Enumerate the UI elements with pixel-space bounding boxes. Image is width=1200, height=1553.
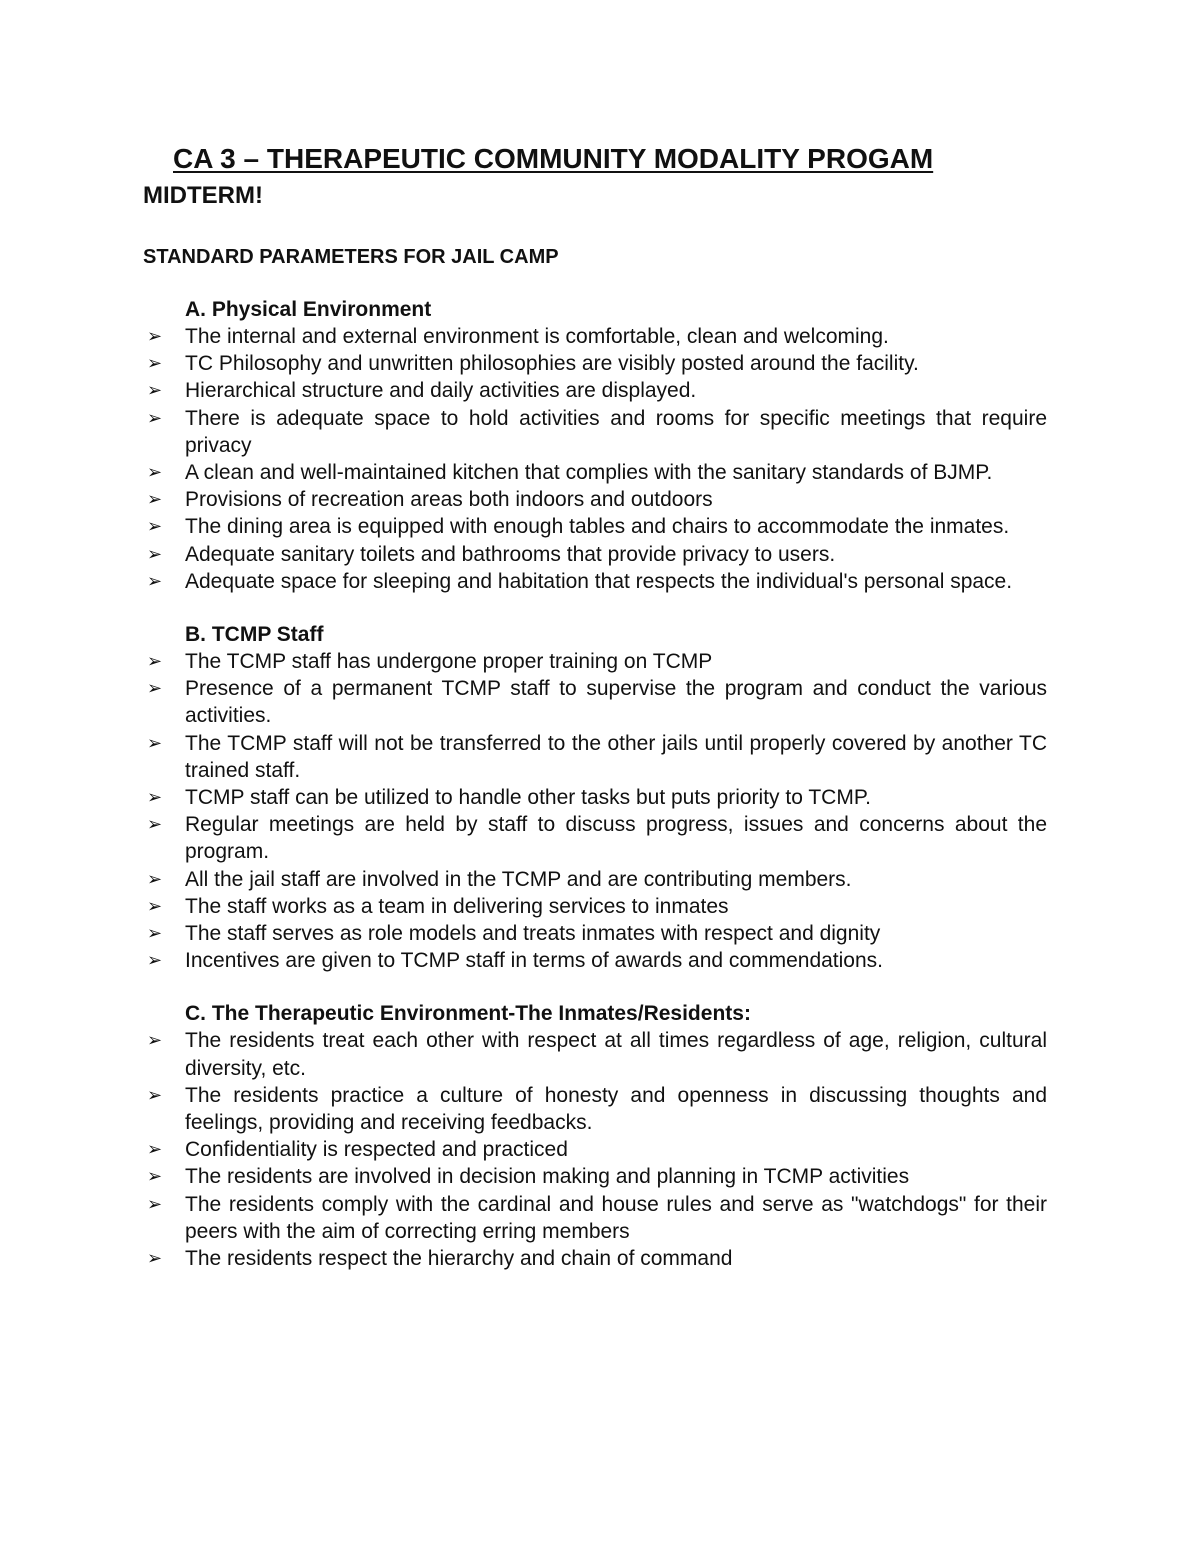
- list-item-text: Incentives are given to TCMP staff in terms of awards and commendations.: [185, 949, 884, 973]
- list-item-text: The staff serves as role models and treats inmates with respect and dignity: [185, 922, 881, 946]
- list-item-text: The residents are involved in decision making and planning in TCMP activities: [185, 1165, 910, 1189]
- list-item: [143, 350, 1047, 377]
- list-item-text: Hierarchical structure and daily activities are displayed.: [185, 379, 697, 403]
- section-heading: B. TCMP Staff: [185, 623, 324, 647]
- list-item: [143, 675, 1047, 729]
- list-item: [143, 486, 1047, 513]
- list-item: [143, 1191, 1047, 1245]
- list-item: [143, 866, 1047, 893]
- list-item-text: The internal and external environment is comfortable, clean and welcoming.: [185, 325, 889, 348]
- arrowhead-bullet-icon: ➢: [147, 678, 163, 699]
- list-item: [143, 323, 1047, 350]
- list-item-text: The TCMP staff will not be transferred to the other jails until properly covered by another TC trained staff.: [185, 731, 1047, 782]
- list-item: [143, 648, 1047, 675]
- arrowhead-bullet-icon: ➢: [147, 732, 163, 753]
- document-title: [143, 140, 1047, 178]
- list-item-text: The residents treat each other with respect at all times regardless of age, religion, cultural diversity, etc.: [185, 1029, 1047, 1080]
- list-item: [143, 920, 1047, 947]
- arrowhead-bullet-icon: ➢: [147, 462, 163, 483]
- arrowhead-bullet-icon: ➢: [147, 895, 163, 916]
- list-item-text: The TCMP staff has undergone proper training on TCMP: [185, 650, 713, 674]
- list-item: [143, 730, 1047, 784]
- arrowhead-bullet-icon: ➢: [147, 380, 163, 401]
- list-item-text: The residents respect the hierarchy and chain of command: [185, 1247, 733, 1271]
- list-item-text: The staff works as a team in delivering services to inmates: [185, 894, 729, 918]
- list-item: [143, 1245, 1047, 1272]
- section-physical-environment: [143, 296, 1047, 595]
- document-heading: STANDARD PARAMETERS FOR JAIL CAMP: [143, 246, 559, 268]
- list-item-text: TC Philosophy and unwritten philosophies are visibly posted around the facility.: [185, 352, 919, 376]
- list-item: [143, 1136, 1047, 1163]
- bullet-list: [143, 1027, 1047, 1272]
- section-therapeutic-environment: [143, 1000, 1047, 1272]
- list-item-text: The residents comply with the cardinal and house rules and serve as "watchdogs" for their peers with the aim of correcting erring members: [185, 1192, 1047, 1243]
- arrowhead-bullet-icon: ➢: [147, 923, 163, 944]
- list-item-text: There is adequate space to hold activities and rooms for specific meetings that require privacy: [185, 406, 1047, 457]
- list-item-text: All the jail staff are involved in the TCMP and are contributing members.: [185, 867, 852, 891]
- arrowhead-bullet-icon: ➢: [147, 1166, 163, 1187]
- list-item: [143, 1082, 1047, 1136]
- arrowhead-bullet-icon: ➢: [147, 868, 163, 889]
- arrowhead-bullet-icon: ➢: [147, 516, 163, 537]
- arrowhead-bullet-icon: ➢: [147, 787, 163, 808]
- document-page: [143, 140, 1047, 1298]
- arrowhead-bullet-icon: ➢: [147, 814, 163, 835]
- arrowhead-bullet-icon: ➢: [147, 489, 163, 510]
- arrowhead-bullet-icon: ➢: [147, 1030, 163, 1051]
- arrowhead-bullet-icon: ➢: [147, 570, 163, 591]
- list-item: [143, 811, 1047, 865]
- list-item-text: Adequate space for sleeping and habitation that respects the individual's personal space.: [185, 569, 1013, 593]
- list-item: [143, 459, 1047, 486]
- bullet-list: [143, 648, 1047, 974]
- list-item-text: Provisions of recreation areas both indoors and outdoors: [185, 488, 713, 512]
- list-item: [143, 784, 1047, 811]
- list-item: [143, 893, 1047, 920]
- section-heading: A. Physical Environment: [185, 298, 432, 321]
- list-item: [143, 541, 1047, 568]
- section-heading: C. The Therapeutic Environment-The Inmates/Residents:: [185, 1002, 751, 1026]
- arrowhead-bullet-icon: ➢: [147, 1193, 163, 1214]
- arrowhead-bullet-icon: ➢: [147, 950, 163, 971]
- list-item: [143, 377, 1047, 404]
- list-item-text: The dining area is equipped with enough tables and chairs to accommodate the inmates.: [185, 515, 1010, 539]
- document-subtitle: MIDTERM!: [143, 182, 263, 209]
- list-item: [143, 1027, 1047, 1081]
- list-item-text: TCMP staff can be utilized to handle other tasks but puts priority to TCMP.: [185, 786, 871, 810]
- arrowhead-bullet-icon: ➢: [147, 407, 163, 428]
- arrowhead-bullet-icon: ➢: [147, 353, 163, 374]
- list-item: [143, 513, 1047, 540]
- list-item-text: Regular meetings are held by staff to discuss progress, issues and concerns about the program.: [185, 813, 1047, 864]
- list-item: [143, 405, 1047, 459]
- arrowhead-bullet-icon: ➢: [147, 1248, 163, 1269]
- arrowhead-bullet-icon: ➢: [147, 1084, 163, 1105]
- arrowhead-bullet-icon: ➢: [147, 651, 163, 672]
- list-item-text: A clean and well-maintained kitchen that complies with the sanitary standards of BJMP.: [185, 461, 993, 485]
- list-item-text: Presence of a permanent TCMP staff to supervise the program and conduct the various activities.: [185, 677, 1047, 728]
- document-title-main: CA 3 – THERAPEUTIC COMMUNITY MODALITY PROGAM: [173, 143, 934, 174]
- arrowhead-bullet-icon: ➢: [147, 543, 163, 564]
- list-item-text: Confidentiality is respected and practiced: [185, 1138, 568, 1162]
- arrowhead-bullet-icon: ➢: [147, 1139, 163, 1160]
- bullet-list: [143, 323, 1047, 595]
- section-tcmp-staff: [143, 621, 1047, 974]
- list-item: [143, 1163, 1047, 1190]
- list-item-text: The residents practice a culture of honesty and openness in discussing thoughts and feelings, providing and receiving feedbacks.: [185, 1083, 1047, 1135]
- list-item: [143, 947, 1047, 974]
- list-item: [143, 568, 1047, 595]
- arrowhead-bullet-icon: ➢: [147, 326, 163, 346]
- list-item-text: Adequate sanitary toilets and bathrooms that provide privacy to users.: [185, 542, 836, 566]
